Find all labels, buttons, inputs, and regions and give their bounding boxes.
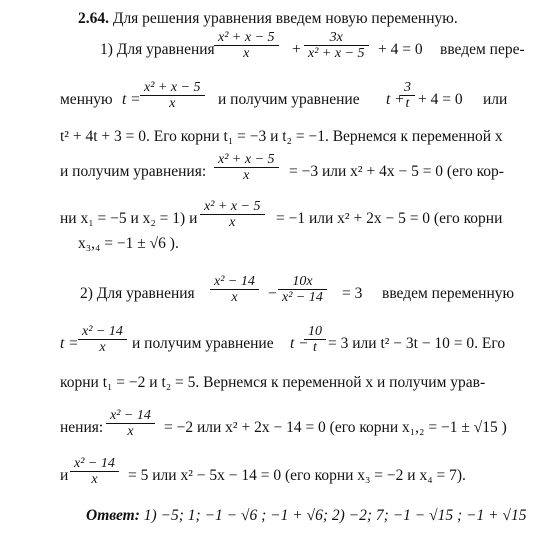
p2-fraction-3: $\frac{\text{x² − 14}}{x}$ [80, 324, 125, 355]
p2-fraction-4: $\frac{10}{t}$ [306, 324, 324, 355]
p1-fraction-2: $\frac{3x}{\text{x² + x − 5}}$ [306, 30, 367, 61]
p1-text: 1) Для уравнения [100, 41, 215, 58]
problem-intro: Для решения уравнения введем новую переменную. [112, 10, 458, 27]
p2-fraction-6: $\frac{\text{x² − 14}}{x}$ [72, 456, 117, 487]
p2-fraction-1: $\frac{\text{x² − 14}}{x}$ [212, 274, 257, 305]
answer-text: 1) −5; 1; −1 − √6 ; −1 + √6; 2) −2; 7; −1 − √15 ; −1 + √15 [143, 507, 527, 524]
p1-fraction-6: $\frac{\text{x² + x − 5}}{x}$ [202, 199, 263, 230]
answer-label: Ответ: [86, 507, 140, 524]
p1-fraction-1: $\frac{\text{x² + x − 5}}{x}$ [216, 30, 277, 61]
p2-fraction-2: $\frac{10x}{\text{x² − 14}}$ [280, 274, 325, 305]
problem-number: 2.64. [78, 10, 109, 27]
p1-fraction-5: $\frac{\text{x² + x − 5}}{x}$ [216, 152, 277, 183]
p1-fraction-3: $\frac{\text{x² + x − 5}}{x}$ [142, 80, 203, 111]
p2-fraction-5: $\frac{\text{x² − 14}}{x}$ [108, 408, 153, 439]
p1-fraction-4: $\frac{3}{t}$ [402, 80, 413, 111]
